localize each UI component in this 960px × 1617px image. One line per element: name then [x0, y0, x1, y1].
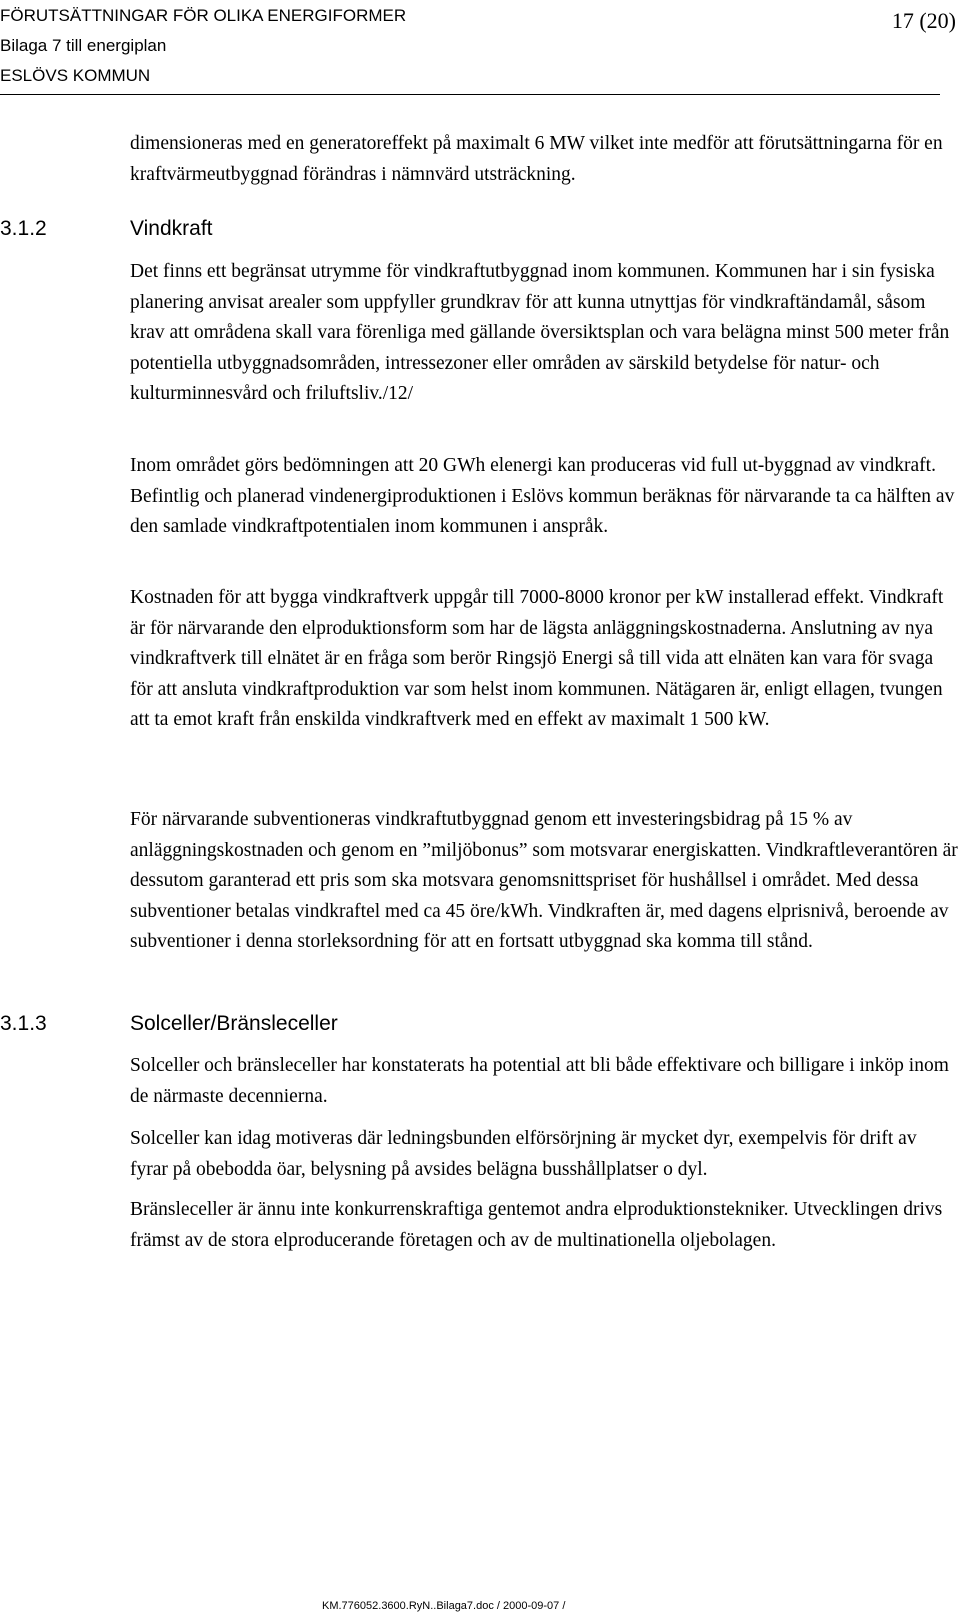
section-title: Vindkraft [130, 217, 213, 240]
header-organization: ESLÖVS KOMMUN [0, 66, 151, 85]
solar-paragraph: Bränsleceller är ännu inte konkurrenskraftiga gentemot andra elproduktionstekniker. Utvecklingen drivs främst av de stora elproducerande företagen och av de multinationella oljebolagen. [130, 1199, 943, 1251]
wind-paragraph: För närvarande subventioneras vindkraftutbyggnad genom ett investeringsbidrag på 15 % av anläggningskostnaden och genom en ”miljöbonus” som motsvarar energiskatten. Vindkraftleverantören är dessutom garanterad ett pris som ska motsvara genomsnittspriset för hushållsel i området. Med dessa subventioner betalas vindkraftel med ca 45 öre/kWh. Vindkraften är, med dagens elprisnivå, beroende av subventioner i denna storleksordning för att en fortsatt utbyggnad ska komma till stånd. [130, 809, 958, 952]
wind-para-2-block [130, 451, 958, 543]
intro-block [130, 129, 958, 190]
section-title: Solceller/Bränsleceller [130, 1012, 338, 1035]
solar-paragraph: Solceller kan idag motiveras där ledningsbunden elförsörjning är mycket dyr, exempelvis för drift av fyrar på obebodda öar, belysning på avsides belägna busshållplatser o dyl. [130, 1128, 917, 1180]
header-document-title: FÖRUTSÄTTNINGAR FÖR OLIKA ENERGIFORMER [0, 6, 407, 25]
section-heading-wind [0, 216, 213, 242]
intro-paragraph: dimensioneras med en generatoreffekt på maximalt 6 MW vilket inte medför att förutsättningarna för en kraftvärmeutbyggnad förändras i nämnvärd utsträckning. [130, 133, 943, 185]
solar-para-1-block [130, 1051, 958, 1112]
solar-para-2-block [130, 1124, 958, 1185]
header-subtitle: Bilaga 7 till energiplan [0, 36, 167, 55]
header-divider [0, 94, 940, 95]
wind-para-4-block [130, 805, 958, 958]
wind-paragraph: Inom området görs bedömningen att 20 GWh elenergi kan produceras vid full ut-byggnad av vindkraft. Befintlig och planerad vindenergiproduktionen i Eslövs kommun beräknas för närvarande ta ca hälften av den samlade vindkraftpotentialen inom kommunen i anspråk. [130, 455, 955, 537]
wind-paragraph: Kostnaden för att bygga vindkraftverk uppgår till 7000-8000 kronor per kW installerad effekt. Vindkraft är för närvarande den elproduktionsform som har de lägsta anläggningskostnaderna. Anslutning av nya vindkraftverk till elnätet är en fråga som berör Ringsjö Energi så till vida att elnäten kan vara för svaga för att ansluta vindkraftproduktion var som helst inom kommunen. Nätägaren är, enligt ellagen, tvungen att ta emot kraft från enskilda vindkraftverk med en effekt av maximalt 1 500 kW. [130, 587, 944, 730]
wind-paragraph: Det finns ett begränsat utrymme för vindkraftutbyggnad inom kommunen. Kommunen har i sin fysiska planering anvisat arealer som uppfyller grundkrav för att kunna utnyttjas för vindkraftändamål, såsom krav att områdena skall vara förenliga med gällande översiktsplan och vara belägna minst 500 meter från potentiella utbyggnadsområden, intressezoner eller områden av särskild betydelse för natur- och kulturminnesvård och friluftsliv./12/ [130, 261, 950, 404]
section-number: 3.1.2 [0, 217, 47, 240]
solar-paragraph: Solceller och bränsleceller har konstaterats ha potential att bli både effektivare och billigare i inköp inom de närmaste decennierna. [130, 1055, 949, 1107]
solar-para-3-block [130, 1195, 958, 1256]
section-number: 3.1.3 [0, 1012, 47, 1035]
footer-file-reference: KM.776052.3600.RyN..Bilaga7.doc / 2000-09-07 / [322, 1600, 566, 1612]
wind-para-3-block [130, 583, 958, 736]
page-number: 17 (20) [891, 8, 956, 33]
wind-para-1-block [130, 257, 958, 410]
section-heading-solar [0, 1011, 338, 1037]
